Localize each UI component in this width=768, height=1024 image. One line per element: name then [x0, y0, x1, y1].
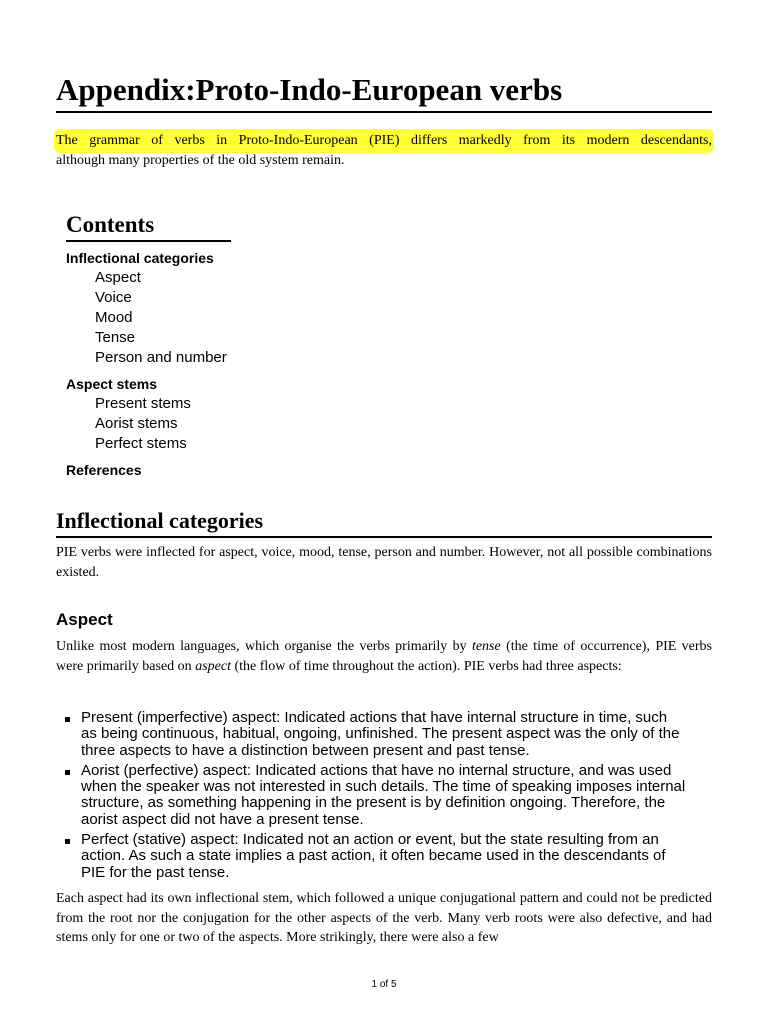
bullet-icon: [65, 770, 70, 775]
aspect-text-part-1: Unlike most modern languages, which organise the verbs primarily by: [56, 639, 472, 654]
toc-item-person-and-number[interactable]: Person and number: [95, 349, 227, 366]
toc-item-aspect[interactable]: Aspect: [95, 269, 141, 286]
aspect-text-part-2: (the time of occurrence), PIE verbs were primarily based on: [56, 639, 712, 674]
emphasis-tense: tense: [471, 639, 501, 654]
aspect-text-part-3: (the flow of time throughout the action). PIE verbs had three aspects:: [230, 658, 622, 674]
inflectional-paragraph: PIE verbs were inflected for aspect, voice, mood, tense, person and number. However, not all possible combinations existed.: [56, 545, 712, 580]
toc-item-tense[interactable]: Tense: [95, 329, 136, 346]
toc-section-aspect-stems[interactable]: Aspect stems: [66, 376, 158, 392]
emphasis-aspect: aspect: [195, 658, 231, 674]
table-of-contents: [66, 210, 366, 480]
intro-text-rest: although many properties of the old system remain.: [56, 152, 345, 168]
list-item: [56, 710, 687, 759]
list-item-text: Perfect (stative) aspect: Indicated not an action or event, but the state resulting from an action. As such a state implies a past action, it often became used in the descendants of PIE for the past tense.: [81, 831, 666, 881]
bullet-icon: [65, 839, 70, 844]
toc-item-present-stems[interactable]: Present stems: [95, 395, 191, 412]
toc-item-aorist-stems[interactable]: Aorist stems: [95, 415, 178, 432]
aspect-bullet-list: [56, 710, 712, 885]
toc-item-mood[interactable]: Mood: [95, 309, 133, 326]
list-item: [56, 763, 687, 828]
list-item-text: Aorist (perfective) aspect: Indicated actions that have no internal structure, and was used when the speaker was not interested in such details. The time of speaking imposes internal structure, as something happening in the present is by definition ongoing. Therefore, the aorist aspect did not have a present tense.: [81, 761, 686, 828]
bullet-icon: [65, 717, 70, 722]
highlighted-intro-text: The grammar of verbs in Proto-Indo-European (PIE) differs markedly from its modern descendants,: [56, 131, 712, 151]
toc-title: Contents: [66, 210, 231, 242]
page-title: Appendix:Proto-Indo-European verbs: [56, 70, 712, 113]
subsection-heading-aspect: Aspect: [56, 610, 113, 629]
toc-section-references[interactable]: References: [66, 462, 142, 478]
toc-item-voice[interactable]: Voice: [95, 289, 132, 306]
list-item-text: Present (imperfective) aspect: Indicated actions that have internal structure in time, such as being continuous, habitual, ongoing, unfinished. The present aspect was the only of the three aspects to have a distinction between present and past tense.: [81, 709, 680, 759]
aspect-intro-paragraph: [56, 637, 712, 676]
page-number: 1 of 5: [371, 979, 397, 990]
toc-section-inflectional-categories[interactable]: Inflectional categories: [66, 250, 214, 266]
aspect-stems-paragraph: Each aspect had its own inflectional stem, which followed a unique conjugational pattern and could not be predicted from the root nor the conjugation for the other aspects of the verb. Many verb roots were also defective, and had stems only for one or two of the aspects. More strikingly, there were also a few: [56, 891, 712, 945]
toc-item-perfect-stems[interactable]: Perfect stems: [95, 435, 187, 452]
section-heading-inflectional-categories: Inflectional categories: [56, 506, 712, 538]
list-item: [56, 832, 687, 881]
intro-paragraph: [56, 131, 712, 170]
